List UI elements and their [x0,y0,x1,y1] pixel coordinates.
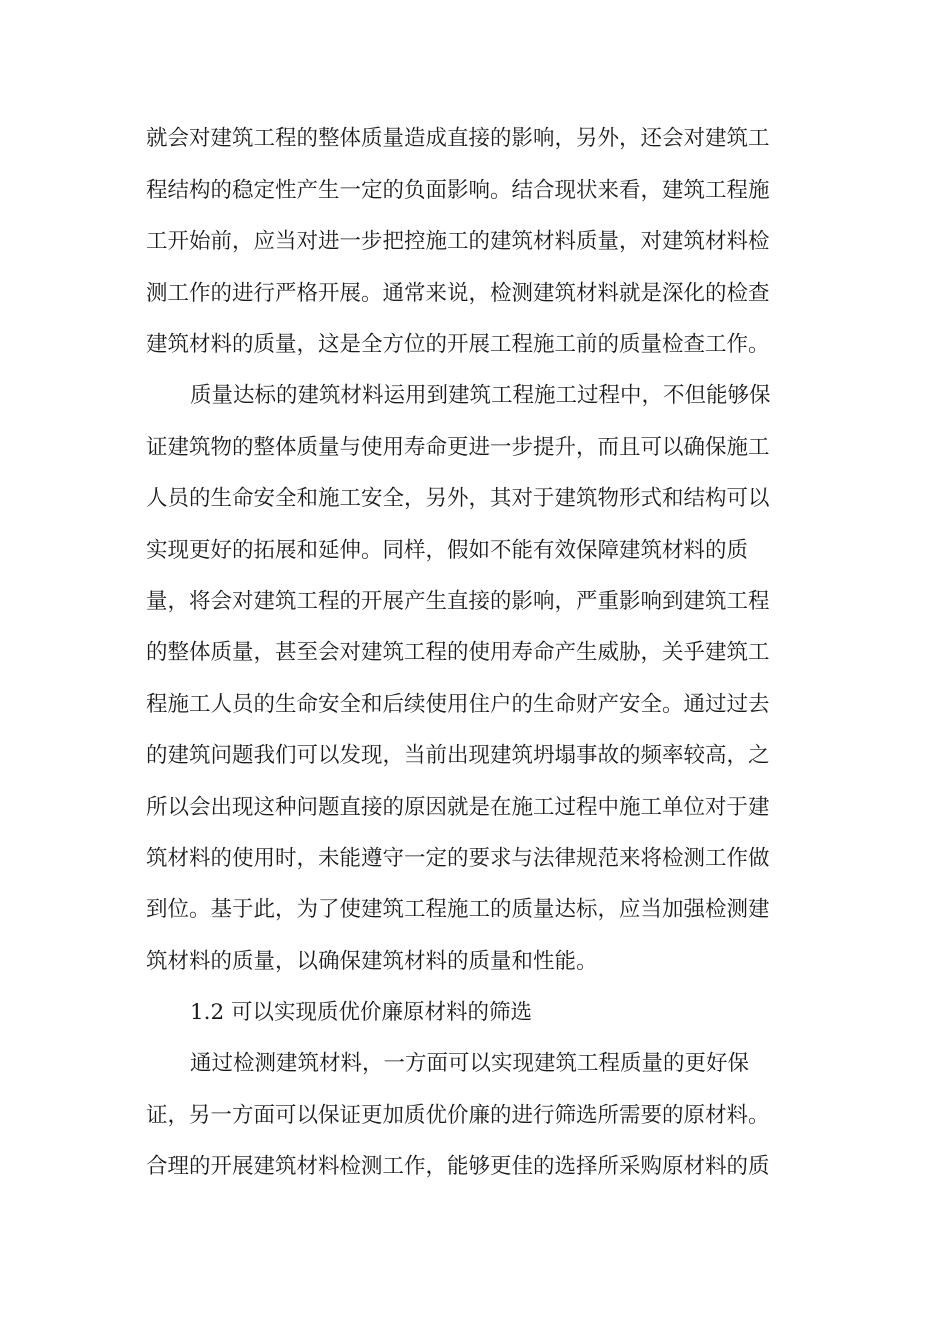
paragraph-line: 工开始前，应当对进一步把控施工的建筑材料质量，对建筑材料检 [146,229,770,254]
paragraph-line: 证建筑物的整体质量与使用寿命更进一步提升，而且可以确保施工 [146,435,770,460]
paragraph-line: 质量达标的建筑材料运用到建筑工程施工过程中，不但能够保 [190,383,771,408]
paragraph-line: 建筑材料的质量，这是全方位的开展工程施工前的质量检查工作。 [146,332,770,357]
paragraph-line: 实现更好的拓展和延伸。同样，假如不能有效保障建筑材料的质 [146,538,749,563]
paragraph-line: 证，另一方面可以保证更加质优价廉的进行筛选所需要的原材料。 [146,1103,770,1128]
paragraph-line: 到位。基于此，为了使建筑工程施工的质量达标，应当加强检测建 [146,897,770,922]
paragraph-line: 的建筑问题我们可以发现，当前出现建筑坍塌事故的频率较高，之 [146,743,770,768]
paragraph-line: 程结构的稳定性产生一定的负面影响。结合现状来看，建筑工程施 [146,178,770,203]
paragraph-line: 通过检测建筑材料，一方面可以实现建筑工程质量的更好保 [190,1051,750,1076]
section-heading: 1.2 可以实现质优价廉原材料的筛选 [190,1000,533,1025]
paragraph-line: 量，将会对建筑工程的开展产生直接的影响，严重影响到建筑工程 [146,589,770,614]
paragraph-line: 筑材料的质量，以确保建筑材料的质量和性能。 [146,949,598,974]
paragraph-line: 合理的开展建筑材料检测工作，能够更佳的选择所采购原材料的质 [146,1154,770,1179]
paragraph-line: 筑材料的使用时，未能遵守一定的要求与法律规范来将检测工作做 [146,846,770,871]
paragraph-line: 所以会出现这种问题直接的原因就是在施工过程中施工单位对于建 [146,795,770,820]
paragraph-line: 测工作的进行严格开展。通常来说，检测建筑材料就是深化的检查 [146,281,770,306]
paragraph-line: 就会对建筑工程的整体质量造成直接的影响，另外，还会对建筑工 [146,126,770,151]
paragraph-line: 的整体质量，甚至会对建筑工程的使用寿命产生威胁，关乎建筑工 [146,640,770,665]
paragraph-line: 程施工人员的生命安全和后续使用住户的生命财产安全。通过过去 [146,692,770,717]
paragraph-line: 人员的生命安全和施工安全，另外，其对于建筑物形式和结构可以 [146,486,770,511]
